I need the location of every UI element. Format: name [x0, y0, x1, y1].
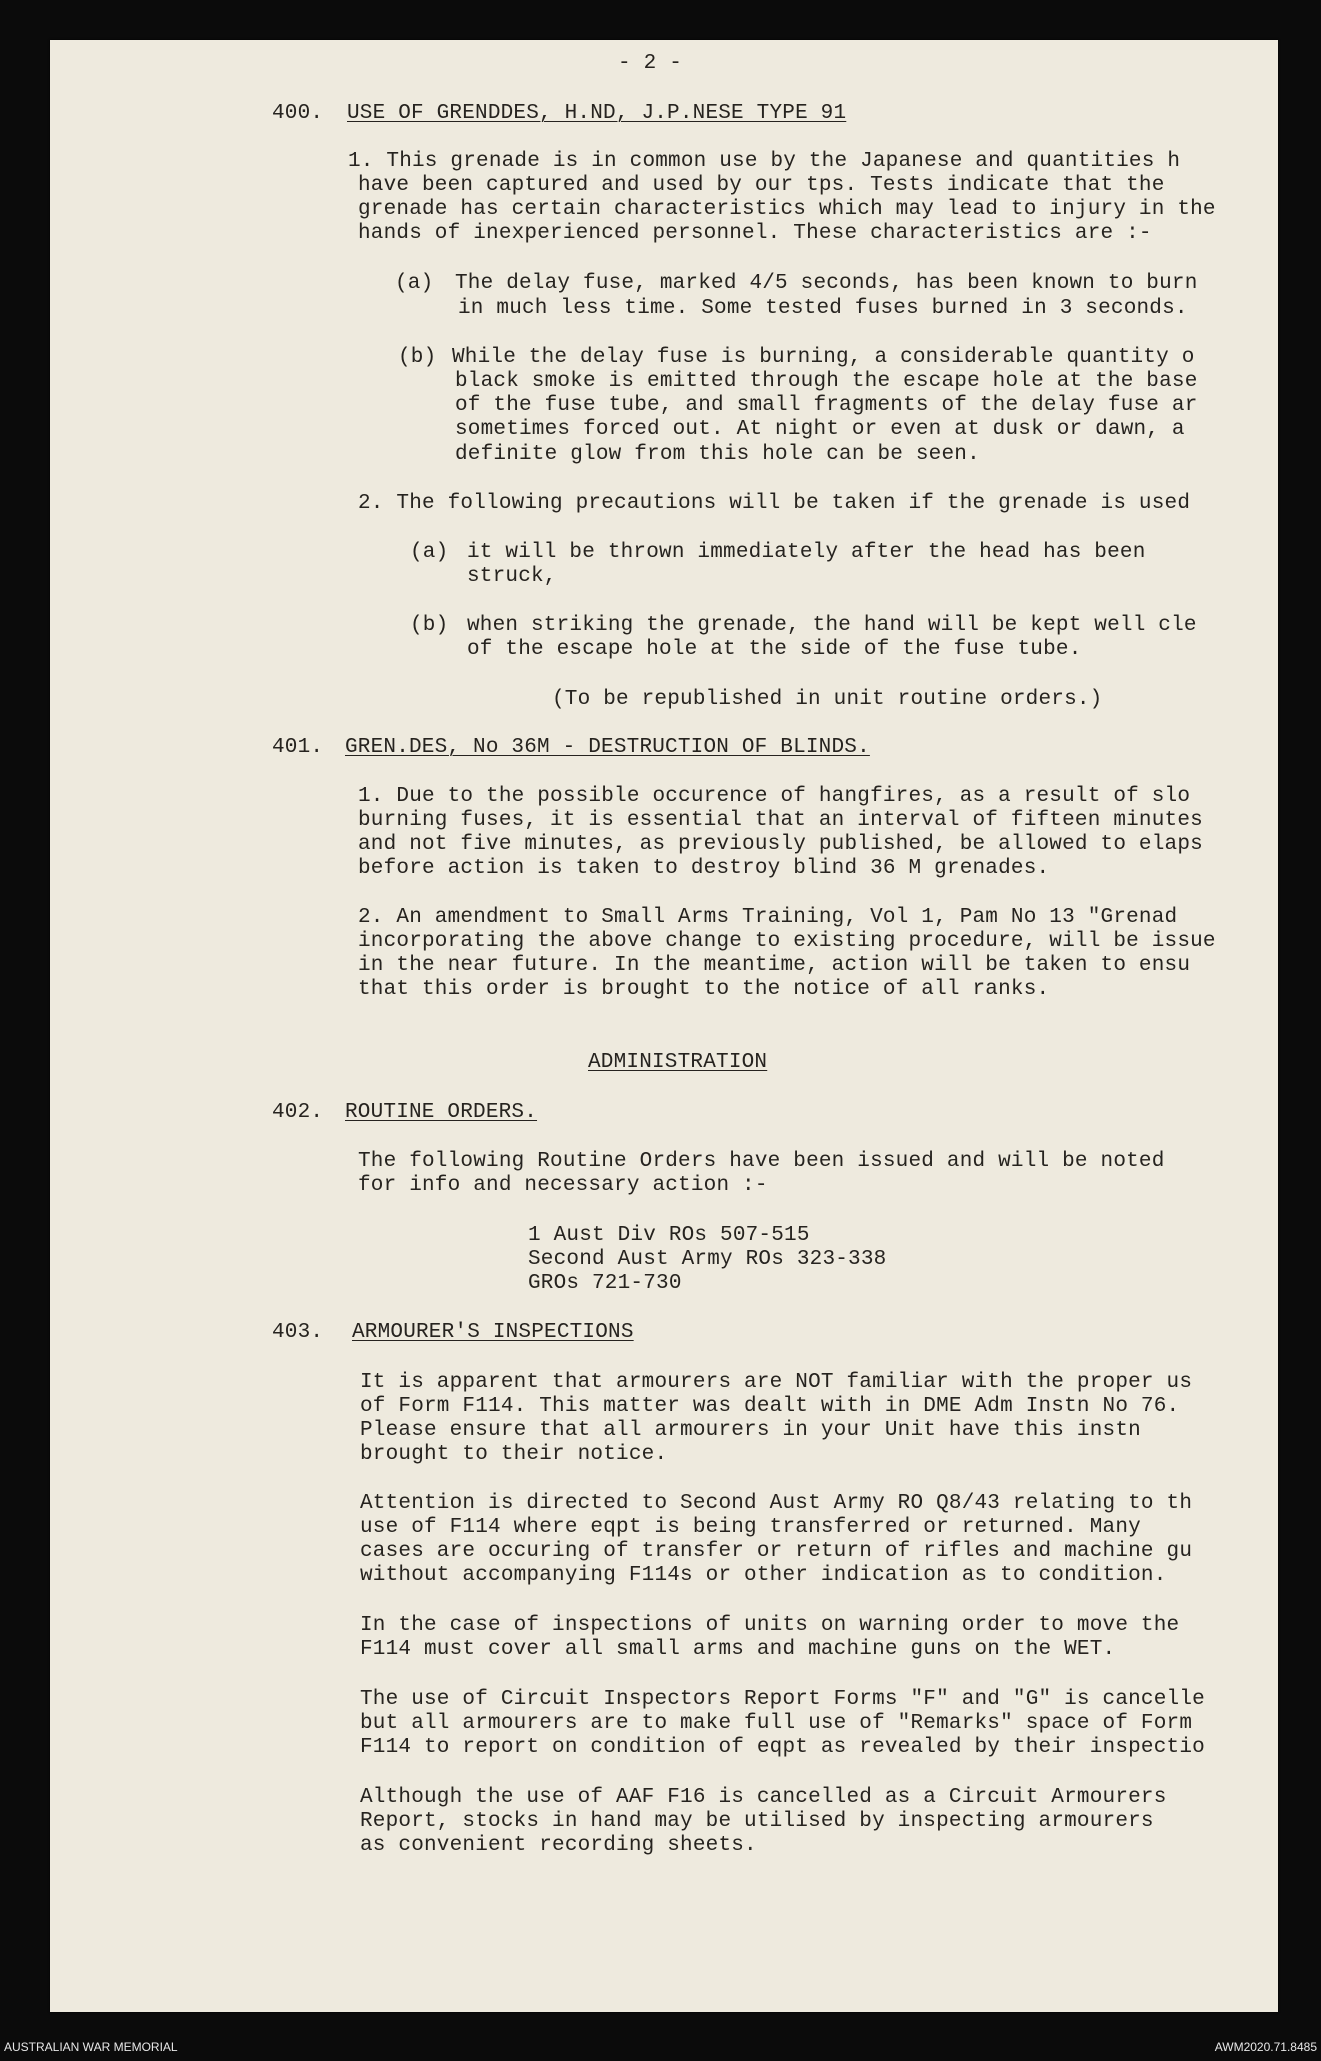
para-line: 1. Due to the possible occurence of hangfires, as a result of slo	[358, 785, 1191, 808]
para-line: burning fuses, it is essential that an interval of fifteen minutes	[358, 809, 1203, 832]
routine-order-item: Second Aust Army ROs 323-338	[528, 1248, 887, 1271]
para-line: grenade has certain characteristics which may lead to injury in the	[358, 198, 1216, 221]
para-line: F114 to report on condition of eqpt as revealed by their inspectio	[360, 1736, 1205, 1759]
para-line: but all armourers are to make full use of "Remarks" space of Form	[360, 1712, 1193, 1735]
item-label: (a)	[395, 272, 434, 295]
para-line: Report, stocks in hand may be utilised by inspecting armourers	[360, 1810, 1154, 1833]
item-label: (a)	[410, 541, 449, 564]
para-line: 2. An amendment to Small Arms Training, Vol 1, Pam No 13 "Grenad	[358, 906, 1178, 929]
para-line: in the near future. In the meantime, action will be taken to ensu	[358, 954, 1191, 977]
para-line: Please ensure that all armourers in your Unit have this instn	[360, 1419, 1141, 1442]
item-line: of the escape hole at the side of the fuse tube.	[467, 638, 1082, 661]
para-line: 1. This grenade is in common use by the Japanese and quantities h	[348, 150, 1181, 173]
para-line: Although the use of AAF F16 is cancelled as a Circuit Armourers	[360, 1786, 1167, 1809]
para-line: The following Routine Orders have been issued and will be noted	[358, 1150, 1165, 1173]
para-line: have been captured and used by our tps. Tests indicate that the	[358, 174, 1165, 197]
para-line: without accompanying F114s or other indication as to condition.	[360, 1564, 1167, 1587]
footer-catalogue-number: AWM2020.71.8485	[1214, 2040, 1317, 2054]
section-heading-400: USE OF GRENDDES, H.ND, J.P.NESE TYPE 91	[347, 102, 847, 125]
item-label: (b)	[398, 346, 437, 369]
para-line: use of F114 where eqpt is being transferred or returned. Many	[360, 1516, 1141, 1539]
item-line: While the delay fuse is burning, a considerable quantity o	[452, 346, 1195, 369]
item-line: struck,	[467, 565, 557, 588]
footer-archive-name: AUSTRALIAN WAR MEMORIAL	[4, 2040, 178, 2054]
para-line: cases are occuring of transfer or return of rifles and machine gu	[360, 1540, 1193, 1563]
para-line: The use of Circuit Inspectors Report Forms "F" and "G" is cancelle	[360, 1688, 1205, 1711]
para-line: hands of inexperienced personnel. These characteristics are :-	[358, 222, 1152, 245]
section-heading-402: ROUTINE ORDERS.	[345, 1101, 538, 1124]
section-heading-401: GREN.DES, No 36M - DESTRUCTION OF BLINDS.	[345, 736, 870, 759]
page-number: - 2 -	[618, 52, 683, 75]
section-number-403: 403.	[272, 1321, 324, 1344]
item-line: it will be thrown immediately after the head has been	[467, 541, 1146, 564]
para-line: Attention is directed to Second Aust Army RO Q8/43 relating to th	[360, 1492, 1193, 1515]
para-line: It is apparent that armourers are NOT familiar with the proper us	[360, 1371, 1193, 1394]
routine-order-item: GROs 721-730	[528, 1272, 682, 1295]
section-number-400: 400.	[272, 102, 324, 125]
para-line: before action is taken to destroy blind 36 M grenades.	[358, 857, 1050, 880]
para-line: In the case of inspections of units on warning order to move the	[360, 1614, 1180, 1637]
item-line: of the fuse tube, and small fragments of the delay fuse ar	[455, 394, 1198, 417]
item-line: definite glow from this hole can be seen.	[455, 443, 980, 466]
routine-order-item: 1 Aust Div ROs 507-515	[528, 1224, 810, 1247]
para-line: as convenient recording sheets.	[360, 1834, 757, 1857]
para-line: for info and necessary action :-	[358, 1174, 768, 1197]
section-number-402: 402.	[272, 1101, 324, 1124]
republish-note: (To be republished in unit routine orders.)	[552, 688, 1103, 711]
item-label: (b)	[410, 614, 449, 637]
item-line: The delay fuse, marked 4/5 seconds, has been known to burn	[455, 272, 1198, 295]
item-line: in much less time. Some tested fuses burned in 3 seconds.	[458, 297, 1188, 320]
section-heading-403: ARMOURER'S INSPECTIONS	[352, 1321, 634, 1344]
item-line: black smoke is emitted through the escape hole at the base	[455, 370, 1198, 393]
item-line: sometimes forced out. At night or even at dusk or dawn, a	[455, 418, 1185, 441]
para-line: F114 must cover all small arms and machine guns on the WET.	[360, 1638, 1116, 1661]
para-line: incorporating the above change to existing procedure, will be issue	[358, 930, 1216, 953]
para-line: that this order is brought to the notice of all ranks.	[358, 978, 1050, 1001]
item-line: when striking the grenade, the hand will be kept well cle	[467, 614, 1197, 637]
admin-heading: ADMINISTRATION	[588, 1051, 768, 1074]
para-line: brought to their notice.	[360, 1443, 668, 1466]
para-line: and not five minutes, as previously published, be allowed to elaps	[358, 833, 1203, 856]
para-line: of Form F114. This matter was dealt with in DME Adm Instn No 76.	[360, 1395, 1180, 1418]
para-line: 2. The following precautions will be taken if the grenade is used	[358, 492, 1191, 515]
section-number-401: 401.	[272, 736, 324, 759]
